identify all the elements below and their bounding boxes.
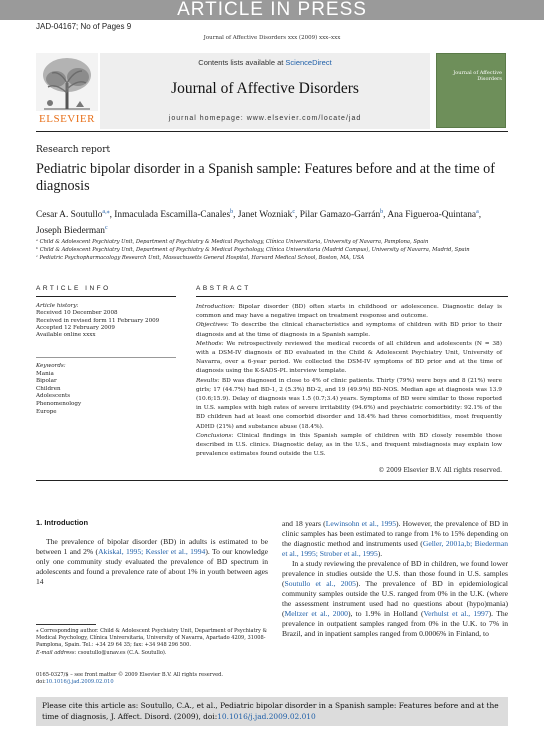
- abstract-label: Introduction:: [196, 304, 235, 310]
- history-revised: Received in revised form 11 February 2009: [36, 317, 160, 324]
- issn-text: 0165-0327/$ – see front matter © 2009 Elsevier B.V. All rights reserved.: [36, 672, 223, 678]
- abstract-label: Objectives:: [196, 322, 229, 329]
- journal-homepage-link[interactable]: journal homepage: www.elsevier.com/locate/jad: [168, 115, 362, 122]
- abstract-text: We retrospectively reviewed the medical records of all children and adolescents (N = 38) with a DSM-IV diagnosis of BD evaluated in the Child & Adolescent Psychiatry Unit, University of Navarra, over a 6-year period. We collected the DSM-IV symptoms of BD prior and at the time of diagnosis using the K-SADS-PL interview template.: [196, 340, 503, 375]
- abstract-introduction: [196, 303, 502, 321]
- author-affiliation-marker[interactable]: a,⁎: [102, 209, 110, 215]
- article-info-heading: ARTICLE INFO: [36, 285, 111, 292]
- keywords-label: Keywords:: [36, 363, 66, 369]
- citation-link[interactable]: Verhulst et al., 1997: [423, 609, 489, 618]
- citation-doi-link[interactable]: 10.1016/j.jad.2009.02.010: [217, 712, 316, 721]
- abstract-label: Conclusions:: [196, 432, 234, 439]
- history-online: Available online xxxx: [36, 332, 96, 339]
- body-text: In a study reviewing the prevalence of BD in children, we found lower prevalence in studies outside the U.S. than those found in U.S. samples (: [282, 559, 508, 588]
- issn-block: [36, 672, 268, 687]
- keyword: Bipolar: [36, 378, 57, 385]
- document-id: JAD-04167; No of Pages 9: [36, 22, 132, 31]
- abstract-text: Clinical findings in this Spanish sample of children with BD closely resemble those described in U.S. clinics. Diagnostic delay, as in the U.S., and frequent misdiagnosis may explain low prevalence estimates found outside the U.S.: [196, 432, 502, 458]
- author-list: Cesar A. Soutullo$^{a,⁎}$, Inmaculada Escamilla-Canales$^b$, Janet Wozniak$^c$, Pilar Gamazo-Garrán$^b$, Ana Figueroa-Quintana$^a$, Joseph Biederman$^c$: [36, 209, 482, 237]
- author-name: Inmaculada Escamilla-Canales: [114, 210, 231, 221]
- article-info-rule: [36, 296, 176, 297]
- history-label: Article history:: [36, 303, 79, 309]
- abstract-text: Bipolar disorder (BD) often starts in childhood or adolescence. Diagnostic delay is common and may have a negative impact on treatment response and outcome.: [196, 304, 502, 320]
- introduction-heading: 1. Introduction: [36, 518, 89, 527]
- keyword: Adolescents: [36, 393, 71, 400]
- affiliation-c: ᶜ Pediatric Psychopharmacology Research Unit, Massachusetts General Hospital, Harvard Medical School, Boston, MA, USA: [36, 255, 365, 261]
- author-name: Ana Figueroa-Quintana: [387, 210, 477, 221]
- affiliation-a: ᵃ Child & Adolescent Psychiatry Unit, Department of Psychiatry & Medical Psychology, Clínica Universitaria, University of Navarra, Pamplona, Spain: [36, 239, 429, 245]
- citation-link[interactable]: Soutullo et al., 2005: [284, 579, 356, 588]
- author-name: Joseph Biederman: [36, 226, 105, 237]
- abstract-objectives: [196, 321, 502, 339]
- journal-title: Journal of Affective Disorders: [171, 80, 359, 97]
- article-title: Pediatric bipolar disorder in a Spanish sample: Features before and at the time of diagnosis: [36, 161, 495, 194]
- author-affiliation-marker[interactable]: b: [380, 209, 384, 215]
- affiliation-b: ᵇ Child & Adolescent Psychiatry Unit, Department of Psychiatry & Medical Psychology, Clínica Universitaria (Madrid Campus), University of Navarra, Madrid, Spain: [36, 247, 470, 253]
- doi-prefix: doi:: [36, 679, 46, 686]
- abstract-label: Methods:: [196, 340, 224, 347]
- sciencedirect-link[interactable]: ScienceDirect: [285, 58, 332, 67]
- body-text: ), to 1.9% in Holland (: [347, 609, 424, 618]
- author-name: Janet Wozniak: [237, 210, 293, 221]
- abstract-conclusions: [196, 432, 502, 460]
- header-rule: [36, 131, 508, 132]
- author-name: Cesar A. Soutullo: [36, 210, 103, 221]
- body-text: and 18 years (: [282, 519, 326, 528]
- abstract-copyright: © 2009 Elsevier B.V. All rights reserved.: [378, 467, 502, 474]
- email-suffix: (C.A. Soutullo).: [127, 649, 167, 656]
- body-text: ). The prevalence in outpatient samples ranged from 0% in the U.K. to 7% in Brazil, and in inpatient samples ranged from 0.0006% in Finland, to: [282, 609, 509, 638]
- body-text: The prevalence of bipolar disorder (BD) in adults is estimated to be between 1 and 2% (: [36, 537, 268, 556]
- citation-link[interactable]: Lewinsohn et al., 1995: [325, 519, 397, 528]
- abstract-bottom-rule: [36, 480, 508, 481]
- doi-link[interactable]: 10.1016/j.jad.2009.02.010: [45, 679, 114, 686]
- abstract-rule: [196, 296, 508, 297]
- keyword: Mania: [36, 370, 54, 377]
- citation-link[interactable]: Geller, 2001a,b; Biederman et al., 1995; Strober et al., 1995: [282, 539, 508, 558]
- footnote-rule: [36, 624, 96, 625]
- abstract-methods: [196, 340, 502, 377]
- history-accepted: Accepted 12 February 2009: [36, 324, 115, 331]
- citation-notice: [42, 700, 504, 722]
- keyword: Europe: [36, 408, 57, 415]
- publisher-logo-text: ELSEVIER: [39, 113, 95, 125]
- abstract-text: BD was diagnosed in close to 4% of clinic patients. Thirty (79%) were boys and 8 (21%) were girls; 17 (44.7%) had BD-1, 2 (5.3%) BD-2, and 19 (49.9%) BD-NOS. Median age at diagnosis was 13.9 (10.6;15.9). Delay of diagnosis was 1.5 (0.7;3.4) years. Symptoms of BD were similar to those reported in U.S. samples with high rates of severe irritability (94.6%) and psychiatric comorbidity: 92.1% of the BD children had at least one comorbid disorder and 18.4% had three comorbidities, most frequently ADHD (21%) and substance abuse (18.4%).: [196, 377, 502, 430]
- keywords-divider: [36, 357, 176, 358]
- article-type: Research report: [36, 145, 111, 155]
- citation-link[interactable]: Meltzer et al., 2000: [284, 609, 348, 618]
- author-affiliation-marker[interactable]: a: [476, 209, 479, 215]
- keyword: Children: [36, 385, 61, 392]
- article-in-press-banner: ARTICLE IN PRESS: [0, 0, 544, 20]
- abstract-text: To describe the clinical characteristics and symptoms of children with BD prior to their diagnosis and at the time of diagnosis in a Spanish sample.: [196, 322, 502, 338]
- email-link[interactable]: csoutullo@unav.es: [77, 649, 126, 656]
- article-history: [36, 303, 176, 339]
- footnote-text: ⁎ Corresponding author. Child & Adolescent Psychiatry Unit, Department of Psychiatry & Medical Psychology, Clínica Universitaria, University of Navarra, Apartado 4209, 31008-Pamplona, Spain. Tel.: +34 29 64 35; fax: +34 948 296 500.: [36, 628, 268, 649]
- corresponding-author-footnote: [36, 628, 268, 657]
- body-text: ).: [377, 549, 383, 558]
- author-affiliation-marker[interactable]: c: [292, 209, 296, 215]
- affiliations: [36, 238, 508, 262]
- abstract-heading: ABSTRACT: [196, 285, 251, 292]
- abstract-body: [196, 303, 502, 459]
- contents-available-line: [100, 58, 430, 67]
- history-received: Received 10 December 2008: [36, 310, 118, 317]
- body-text: ). The prevalence of BD in epidemiological community samples outside the U.S. ranged from 0% in the U.K. (where the assessment instrument used had no questions about (hypo)mania) (: [282, 579, 508, 618]
- author-affiliation-marker[interactable]: b: [230, 209, 234, 215]
- body-text: ). However, the prevalence of BD in clinic samples has been estimated to range from 1% to 15% depending on the diagnostic method and instruments used (: [282, 519, 509, 548]
- abstract-results: [196, 377, 502, 432]
- citation-link[interactable]: Akiskal, 1995; Kessler et al., 1994: [98, 547, 206, 556]
- journal-cover-image: [436, 53, 506, 128]
- running-head: Journal of Affective Disorders xxx (2009) xxx–xxx: [203, 35, 341, 41]
- journal-cover-text: Journal of Affective Disorders: [453, 70, 502, 82]
- keywords: [36, 363, 176, 416]
- contents-prefix: Contents lists available at: [198, 58, 284, 67]
- keyword: Phenomenology: [36, 400, 82, 407]
- intro-column-right: [282, 519, 508, 639]
- abstract-label: Results:: [196, 377, 220, 384]
- intro-column-left: [36, 537, 268, 587]
- email-label: E-mail address:: [36, 649, 77, 656]
- author-name: Pilar Gamazo-Garrán: [299, 210, 381, 221]
- author-affiliation-marker[interactable]: c: [105, 225, 108, 232]
- citation-text: Please cite this article as: Soutullo, C.A., et al., Pediatric bipolar disorder in a Spanish sample: Features before and at the time of diagnosis, J. Affect. Disord. (2009), doi:: [42, 701, 499, 721]
- body-text: ). To our knowledge only one community study evaluated the prevalence of BD spectrum in adolescents and found a prevalence rate of about 1% in youth between ages 14: [36, 547, 268, 586]
